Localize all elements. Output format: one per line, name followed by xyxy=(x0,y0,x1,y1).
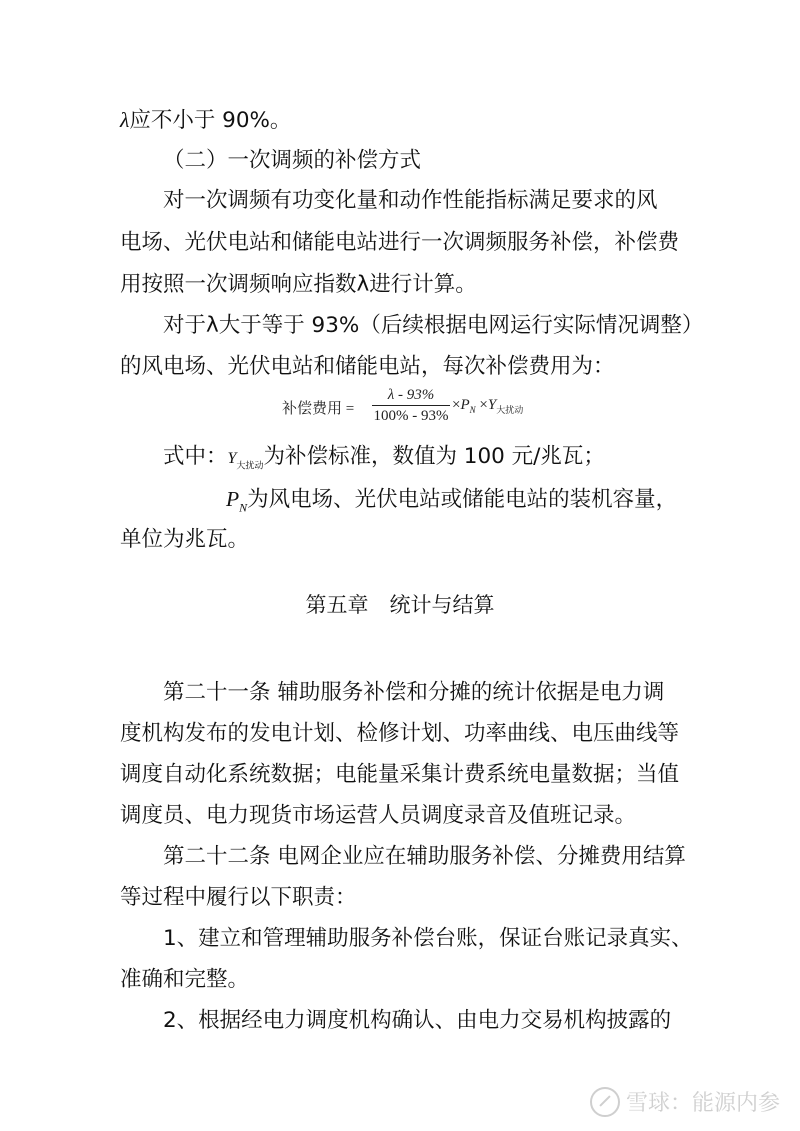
p-subscript: N xyxy=(239,500,248,515)
subsection-heading: （二）一次调频的补偿方式 xyxy=(163,148,422,173)
watermark-text: 雪球：能源内参 xyxy=(625,1091,780,1116)
definition-prefix: 式中： xyxy=(163,444,228,469)
text-line-1-content: 应不小于 90%。 xyxy=(129,108,292,133)
formula-fraction xyxy=(371,385,451,426)
compensation-formula xyxy=(282,385,582,435)
formula-numerator: λ - 93% xyxy=(387,387,435,403)
formula-rest xyxy=(452,397,523,416)
item-2-line-1: 2、根据经电力调度机构确认、由电力交易机构披露的 xyxy=(163,1008,672,1033)
y-symbol: Y xyxy=(487,397,497,413)
article-21-line-4: 调度员、电力现货市场运营人员调度录音及值班记录。 xyxy=(120,803,637,828)
formula-denominator: 100% - 93% xyxy=(373,408,449,424)
definition-p-cont: 单位为兆瓦。 xyxy=(120,527,250,552)
y-definition-text: 为补偿标准，数值为 100 元/兆瓦； xyxy=(263,444,605,469)
text-line-6: 对于λ大于等于 93%（后续根据电网运行实际情况调整） xyxy=(163,313,704,338)
item-1-line-1: 1、建立和管理辅助服务补偿台账，保证台账记录真实、 xyxy=(163,926,693,951)
y-subscript: 大扰动 xyxy=(236,461,264,472)
times-sign: × xyxy=(452,397,461,413)
p-symbol: P xyxy=(226,487,240,511)
text-line-1 xyxy=(120,105,291,136)
article-21-line-1: 第二十一条 辅助服务补偿和分摊的统计依据是电力调 xyxy=(163,680,665,705)
item-1-line-2: 准确和完整。 xyxy=(120,967,250,992)
p-definition-text: 为风电场、光伏电站或储能电站的装机容量， xyxy=(247,487,678,512)
definition-p xyxy=(226,484,677,522)
chapter-heading: 第五章 统计与结算 xyxy=(305,593,495,617)
text-line-5: 用按照一次调频响应指数λ进行计算。 xyxy=(120,272,477,297)
times-sign: × xyxy=(479,397,488,413)
y-symbol: Y xyxy=(227,450,237,467)
definition-y xyxy=(163,442,605,481)
article-22-line-1: 第二十二条 电网企业应在辅助服务补偿、分摊费用结算 xyxy=(163,844,686,869)
watermark xyxy=(590,1086,780,1117)
article-21-line-2: 度机构发布的发电计划、检修计划、功率曲线、电压曲线等 xyxy=(120,721,680,746)
formula-label: 补偿费用 = xyxy=(282,401,355,417)
xueqiu-logo-icon xyxy=(590,1087,620,1117)
text-line-4: 电场、光伏电站和储能电站进行一次调频服务补偿，补偿费 xyxy=(120,230,680,255)
text-line-7: 的风电场、光伏电站和储能电站，每次补偿费用为： xyxy=(120,354,615,379)
lambda-symbol: λ xyxy=(120,108,130,132)
article-22-line-2: 等过程中履行以下职责： xyxy=(120,885,357,910)
y-subscript: 大扰动 xyxy=(496,405,524,415)
p-symbol: P xyxy=(460,397,470,413)
p-subscript: N xyxy=(469,405,476,415)
text-line-3: 对一次调频有功变化量和动作性能指标满足要求的风 xyxy=(163,188,658,213)
article-21-line-3: 调度自动化系统数据；电能量采集计费系统电量数据；当值 xyxy=(120,762,680,787)
